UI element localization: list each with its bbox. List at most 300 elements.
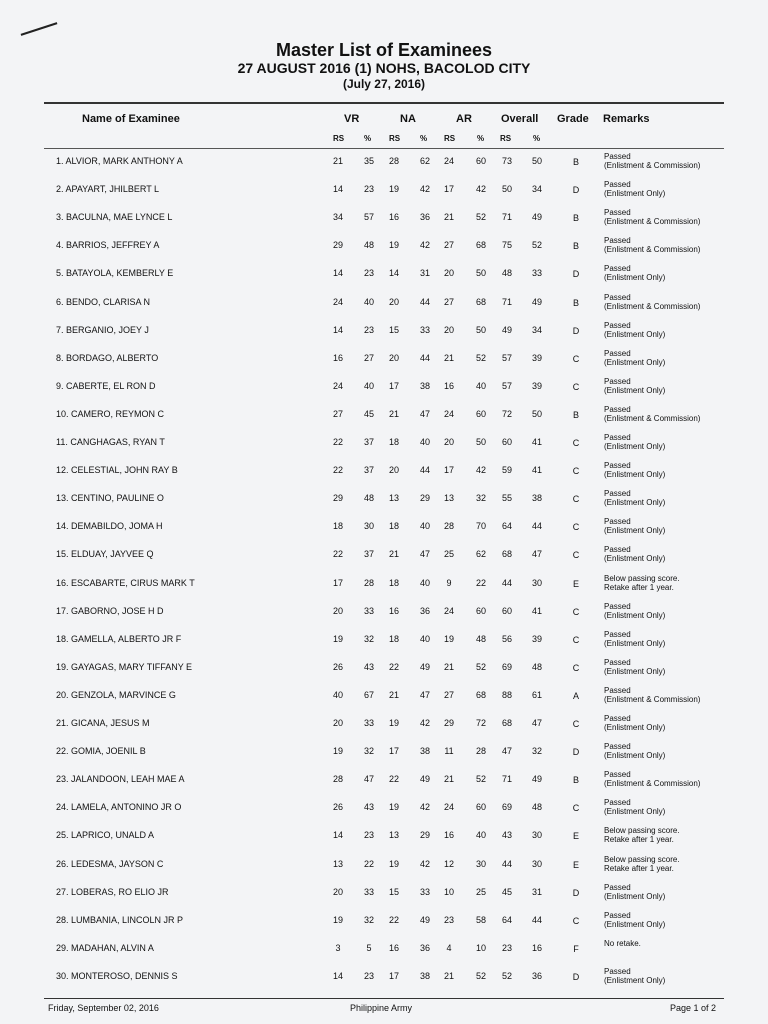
overall-rs-header: RS bbox=[500, 134, 512, 143]
grade-cell: C bbox=[572, 719, 580, 729]
score-vr-rs: 34 bbox=[332, 212, 343, 223]
score-ar-rs: 29 bbox=[443, 718, 454, 728]
score-ar-pct: 25 bbox=[475, 886, 486, 897]
score-ov-rs: 44 bbox=[501, 577, 512, 588]
score-ov-pct: 30 bbox=[531, 858, 542, 869]
score-ov-pct: 38 bbox=[531, 493, 542, 504]
score-vr-rs: 20 bbox=[332, 605, 343, 616]
score-vr-pct: 28 bbox=[363, 577, 374, 588]
score-ar-rs: 12 bbox=[443, 858, 454, 869]
score-vr-pct: 32 bbox=[363, 914, 374, 925]
score-ar-rs: 21 bbox=[443, 212, 454, 223]
table-row bbox=[0, 626, 768, 654]
score-vr-rs: 21 bbox=[332, 156, 343, 166]
score-na-pct: 29 bbox=[419, 830, 430, 841]
score-na-rs: 19 bbox=[388, 718, 399, 728]
table-row bbox=[0, 232, 768, 260]
grade-cell: C bbox=[572, 522, 580, 533]
score-na-rs: 15 bbox=[388, 886, 399, 897]
table-row bbox=[0, 710, 768, 738]
score-vr-rs: 24 bbox=[332, 380, 343, 391]
score-na-rs: 21 bbox=[388, 408, 399, 419]
score-na-rs: 28 bbox=[388, 156, 399, 166]
score-na-pct: 38 bbox=[419, 746, 430, 757]
score-na-rs: 18 bbox=[388, 437, 399, 447]
score-ar-rs: 24 bbox=[443, 408, 454, 419]
score-ar-pct: 72 bbox=[475, 718, 486, 728]
score-ov-pct: 44 bbox=[531, 914, 542, 925]
score-na-rs: 17 bbox=[388, 970, 399, 981]
grade-cell: E bbox=[572, 578, 579, 589]
examinee-name: 18. GAMELLA, ALBERTO JR F bbox=[56, 633, 182, 644]
score-vr-pct: 37 bbox=[363, 437, 374, 447]
score-na-rs: 19 bbox=[388, 184, 399, 195]
table-row bbox=[0, 766, 768, 794]
score-na-rs: 20 bbox=[388, 296, 399, 307]
table-row bbox=[0, 907, 768, 935]
score-ar-rs: 17 bbox=[443, 184, 454, 195]
score-ov-pct: 30 bbox=[531, 830, 542, 841]
score-ar-rs: 20 bbox=[443, 437, 454, 447]
score-ar-rs: 24 bbox=[443, 802, 454, 813]
table-row bbox=[0, 598, 768, 626]
score-ov-pct: 49 bbox=[531, 296, 542, 307]
score-ar-rs: 23 bbox=[443, 914, 454, 925]
score-ov-pct: 30 bbox=[531, 577, 542, 588]
grade-cell: F bbox=[573, 943, 579, 954]
examinee-name: 24. LAMELA, ANTONINO JR O bbox=[56, 802, 182, 813]
score-vr-rs: 19 bbox=[332, 746, 343, 757]
score-ov-pct: 47 bbox=[531, 718, 542, 728]
score-na-pct: 33 bbox=[419, 324, 430, 335]
remarks-cell: Passed (Enlistment & Commission) bbox=[604, 685, 701, 704]
score-ar-pct: 60 bbox=[475, 408, 486, 419]
score-na-pct: 31 bbox=[419, 268, 430, 279]
score-ov-pct: 52 bbox=[531, 240, 542, 251]
examinee-name: 9. CABERTE, EL RON D bbox=[56, 380, 156, 391]
page-subtitle: 27 AUGUST 2016 (1) NOHS, BACOLOD CITY bbox=[237, 60, 531, 76]
table-row bbox=[0, 822, 768, 850]
score-vr-pct: 23 bbox=[363, 970, 374, 981]
score-ov-rs: 47 bbox=[501, 746, 512, 757]
score-vr-pct: 30 bbox=[363, 521, 374, 532]
score-na-rs: 19 bbox=[388, 858, 399, 869]
score-ar-rs: 27 bbox=[443, 296, 454, 307]
grade-cell: C bbox=[572, 438, 580, 448]
header-rule bbox=[44, 102, 724, 104]
examinee-name: 11. CANGHAGAS, RYAN T bbox=[56, 437, 165, 447]
score-ov-rs: 71 bbox=[501, 296, 512, 307]
grade-cell: C bbox=[572, 915, 580, 926]
score-ov-pct: 34 bbox=[531, 184, 542, 195]
table-row bbox=[0, 373, 768, 401]
score-ar-rs: 16 bbox=[443, 830, 454, 841]
score-vr-pct: 43 bbox=[363, 802, 374, 813]
score-ov-rs: 49 bbox=[501, 324, 512, 335]
score-ar-rs: 21 bbox=[443, 661, 454, 672]
score-ar-rs: 24 bbox=[443, 156, 454, 166]
vr-pct-header: % bbox=[364, 134, 372, 143]
examinee-name: 16. ESCABARTE, CIRUS MARK T bbox=[56, 577, 195, 588]
score-vr-pct: 43 bbox=[363, 661, 374, 672]
examinee-name: 27. LOBERAS, RO ELIO JR bbox=[56, 886, 169, 897]
score-na-pct: 47 bbox=[419, 549, 430, 560]
score-vr-pct: 57 bbox=[363, 212, 374, 223]
score-ov-pct: 41 bbox=[531, 437, 542, 447]
score-ov-pct: 39 bbox=[531, 380, 542, 391]
remarks-cell: Passed (Enlistment Only) bbox=[604, 461, 666, 480]
vr-rs-header: RS bbox=[333, 134, 345, 143]
score-ar-rs: 11 bbox=[444, 746, 454, 757]
score-ov-pct: 49 bbox=[531, 774, 542, 785]
score-na-pct: 40 bbox=[419, 521, 430, 532]
remarks-cell: Passed (Enlistment Only) bbox=[604, 798, 666, 817]
score-ov-pct: 47 bbox=[531, 549, 542, 560]
score-na-rs: 17 bbox=[388, 380, 399, 391]
score-vr-rs: 20 bbox=[332, 886, 343, 897]
na-pct-header: % bbox=[420, 134, 428, 143]
score-ar-pct: 22 bbox=[475, 577, 486, 588]
score-vr-pct: 40 bbox=[363, 380, 374, 391]
score-na-pct: 33 bbox=[419, 886, 430, 897]
grade-cell: D bbox=[572, 971, 580, 982]
remarks-cell: Passed (Enlistment & Commission) bbox=[604, 770, 701, 789]
grade-cell: B bbox=[572, 409, 579, 420]
score-ov-pct: 41 bbox=[531, 605, 542, 616]
score-vr-rs: 28 bbox=[332, 774, 343, 785]
remarks-cell: Passed (Enlistment Only) bbox=[604, 629, 666, 648]
page-title: Master List of Examinees bbox=[275, 40, 493, 60]
score-vr-rs: 26 bbox=[332, 661, 343, 672]
score-na-rs: 14 bbox=[388, 268, 399, 279]
score-vr-rs: 29 bbox=[332, 240, 343, 251]
remarks-cell: Passed (Enlistment Only) bbox=[604, 742, 666, 761]
remarks-cell: Passed (Enlistment & Commission) bbox=[604, 292, 701, 311]
score-ov-pct: 31 bbox=[531, 886, 542, 897]
score-na-pct: 62 bbox=[419, 156, 430, 166]
ar-pct-header: % bbox=[477, 134, 485, 143]
score-ar-pct: 52 bbox=[475, 352, 486, 363]
score-ov-rs: 68 bbox=[501, 718, 512, 728]
score-ov-rs: 60 bbox=[501, 605, 512, 616]
score-ov-rs: 73 bbox=[501, 156, 512, 166]
examinee-name: 20. GENZOLA, MARVINCE G bbox=[56, 689, 176, 700]
score-ar-pct: 48 bbox=[475, 633, 486, 644]
score-ov-rs: 72 bbox=[501, 408, 512, 419]
score-ov-pct: 41 bbox=[531, 465, 542, 476]
score-ar-pct: 10 bbox=[475, 942, 486, 953]
score-ov-pct: 61 bbox=[531, 689, 542, 700]
score-ar-rs: 16 bbox=[443, 380, 454, 391]
score-vr-pct: 23 bbox=[363, 184, 374, 195]
score-vr-pct: 45 bbox=[363, 408, 374, 419]
score-vr-pct: 35 bbox=[363, 156, 374, 166]
score-ar-pct: 50 bbox=[475, 437, 486, 447]
score-ov-rs: 69 bbox=[501, 661, 512, 672]
col-ar-header: AR bbox=[456, 113, 472, 125]
examinee-name: 2. APAYART, JHILBERT L bbox=[56, 184, 160, 195]
score-na-pct: 40 bbox=[419, 437, 430, 447]
score-ar-pct: 70 bbox=[475, 521, 486, 532]
remarks-cell: No retake. bbox=[604, 938, 641, 948]
score-vr-pct: 33 bbox=[363, 718, 374, 728]
score-na-pct: 44 bbox=[419, 296, 430, 307]
score-ar-rs: 10 bbox=[443, 886, 454, 897]
score-na-pct: 42 bbox=[419, 184, 430, 195]
table-row bbox=[0, 570, 768, 598]
score-na-pct: 44 bbox=[419, 352, 430, 363]
examinee-name: 15. ELDUAY, JAYVEE Q bbox=[56, 549, 154, 560]
table-row bbox=[0, 401, 768, 429]
score-vr-rs: 24 bbox=[332, 296, 343, 307]
footer-rule bbox=[44, 998, 724, 999]
table-row bbox=[0, 794, 768, 822]
grade-cell: D bbox=[572, 887, 580, 898]
score-ar-pct: 50 bbox=[475, 324, 486, 335]
remarks-cell: Passed (Enlistment Only) bbox=[604, 376, 666, 395]
score-ar-pct: 30 bbox=[475, 858, 486, 869]
score-vr-rs: 17 bbox=[332, 577, 343, 588]
examinee-name: 29. MADAHAN, ALVIN A bbox=[56, 942, 154, 953]
col-vr-header: VR bbox=[344, 113, 360, 125]
score-ar-rs: 27 bbox=[443, 240, 454, 251]
score-ar-pct: 68 bbox=[475, 689, 486, 700]
score-vr-rs: 16 bbox=[332, 352, 343, 363]
score-na-pct: 36 bbox=[419, 605, 430, 616]
score-ar-pct: 52 bbox=[475, 970, 486, 981]
grade-cell: B bbox=[572, 297, 579, 308]
score-ov-pct: 36 bbox=[531, 970, 542, 981]
score-ar-pct: 52 bbox=[475, 212, 486, 223]
score-ov-pct: 48 bbox=[531, 802, 542, 813]
score-na-pct: 38 bbox=[419, 380, 430, 391]
score-na-pct: 47 bbox=[419, 408, 430, 419]
score-ar-rs: 19 bbox=[443, 633, 454, 644]
examinee-name: 21. GICANA, JESUS M bbox=[56, 718, 150, 728]
remarks-cell: Passed (Enlistment Only) bbox=[604, 517, 666, 536]
score-ar-rs: 17 bbox=[443, 465, 454, 476]
score-na-pct: 36 bbox=[419, 212, 430, 223]
remarks-cell: Passed (Enlistment Only) bbox=[604, 489, 666, 508]
score-na-rs: 16 bbox=[388, 942, 399, 953]
score-vr-rs: 3 bbox=[335, 942, 341, 953]
grade-cell: B bbox=[572, 241, 579, 252]
score-vr-pct: 47 bbox=[363, 774, 374, 785]
table-row bbox=[0, 204, 768, 232]
score-ar-rs: 20 bbox=[443, 268, 454, 279]
score-ov-rs: 52 bbox=[501, 970, 512, 981]
score-vr-pct: 27 bbox=[363, 352, 374, 363]
score-vr-pct: 48 bbox=[363, 240, 374, 251]
score-ar-pct: 32 bbox=[475, 493, 486, 504]
col-grade-header: Grade bbox=[557, 113, 589, 125]
grade-cell: C bbox=[572, 803, 580, 814]
remarks-cell: Passed (Enlistment Only) bbox=[604, 433, 666, 451]
remarks-cell: Passed (Enlistment & Commission) bbox=[604, 404, 701, 423]
score-ov-rs: 44 bbox=[501, 858, 512, 869]
score-na-rs: 15 bbox=[388, 324, 399, 335]
col-na-header: NA bbox=[400, 113, 416, 125]
score-na-rs: 22 bbox=[388, 661, 399, 672]
examinee-name: 7. BERGANIO, JOEY J bbox=[56, 324, 149, 335]
score-ar-rs: 25 bbox=[443, 549, 454, 560]
score-na-pct: 44 bbox=[419, 465, 430, 476]
remarks-cell: Passed (Enlistment Only) bbox=[604, 966, 666, 985]
score-ov-rs: 60 bbox=[501, 437, 512, 447]
na-rs-header: RS bbox=[389, 134, 401, 143]
score-ar-pct: 40 bbox=[475, 380, 486, 391]
score-ov-pct: 50 bbox=[531, 156, 542, 166]
grade-cell: C bbox=[572, 466, 580, 477]
table-row bbox=[0, 963, 768, 991]
score-vr-pct: 23 bbox=[363, 268, 374, 279]
score-vr-rs: 27 bbox=[332, 408, 343, 419]
examinee-name: 19. GAYAGAS, MARY TIFFANY E bbox=[56, 661, 193, 672]
score-na-pct: 42 bbox=[419, 718, 430, 728]
table-row bbox=[0, 879, 768, 907]
score-vr-pct: 48 bbox=[363, 493, 374, 504]
score-na-rs: 16 bbox=[388, 212, 399, 223]
score-na-rs: 19 bbox=[388, 240, 399, 251]
score-ar-pct: 40 bbox=[475, 830, 486, 841]
remarks-cell: Passed (Enlistment Only) bbox=[604, 348, 666, 367]
score-vr-pct: 32 bbox=[363, 633, 374, 644]
score-vr-rs: 40 bbox=[332, 689, 343, 700]
score-ov-pct: 50 bbox=[531, 408, 542, 419]
score-ov-rs: 69 bbox=[501, 802, 512, 813]
footer-org: Philippine Army bbox=[350, 1003, 413, 1013]
table-row bbox=[0, 457, 768, 485]
score-ar-pct: 42 bbox=[475, 184, 486, 195]
score-vr-rs: 22 bbox=[332, 549, 343, 560]
remarks-cell: Below passing score. Retake after 1 year. bbox=[604, 573, 680, 592]
table-row bbox=[0, 513, 768, 541]
score-ov-rs: 68 bbox=[501, 549, 512, 560]
score-ov-pct: 34 bbox=[531, 324, 542, 335]
score-vr-pct: 5 bbox=[366, 942, 372, 953]
score-vr-pct: 22 bbox=[363, 858, 374, 869]
score-vr-rs: 14 bbox=[332, 970, 343, 981]
remarks-cell: Passed (Enlistment Only) bbox=[604, 882, 666, 901]
score-ar-rs: 27 bbox=[443, 689, 454, 700]
score-na-rs: 13 bbox=[388, 493, 399, 504]
score-vr-rs: 18 bbox=[332, 521, 343, 532]
score-ar-pct: 28 bbox=[475, 746, 486, 757]
grade-cell: C bbox=[572, 494, 580, 505]
score-ov-pct: 39 bbox=[531, 633, 542, 644]
score-ar-rs: 21 bbox=[443, 352, 454, 363]
score-ov-rs: 75 bbox=[501, 240, 512, 251]
examinee-name: 25. LAPRICO, UNALD A bbox=[56, 830, 155, 841]
grade-cell: B bbox=[572, 213, 579, 224]
score-vr-pct: 37 bbox=[363, 465, 374, 476]
score-ar-rs: 9 bbox=[446, 577, 452, 588]
examinee-name: 1. ALVIOR, MARK ANTHONY A bbox=[56, 156, 183, 166]
remarks-cell: Passed (Enlistment Only) bbox=[604, 264, 666, 283]
examinee-name: 17. GABORNO, JOSE H D bbox=[56, 605, 164, 616]
table-row bbox=[0, 345, 768, 373]
score-ov-rs: 59 bbox=[501, 465, 512, 476]
table-row bbox=[0, 935, 768, 963]
page-date-note: (July 27, 2016) bbox=[342, 77, 426, 91]
score-vr-pct: 33 bbox=[363, 605, 374, 616]
table-row bbox=[0, 738, 768, 766]
score-ov-rs: 64 bbox=[501, 521, 512, 532]
grade-cell: C bbox=[572, 606, 580, 617]
examinee-name: 30. MONTEROSO, DENNIS S bbox=[56, 970, 178, 981]
grade-cell: D bbox=[572, 747, 580, 758]
table-row bbox=[0, 176, 768, 204]
score-ov-pct: 44 bbox=[531, 521, 542, 532]
examinee-name: 28. LUMBANIA, LINCOLN JR P bbox=[56, 914, 184, 925]
grade-cell: C bbox=[572, 381, 580, 392]
score-na-rs: 20 bbox=[388, 352, 399, 363]
score-na-pct: 42 bbox=[419, 802, 430, 813]
score-ar-rs: 28 bbox=[443, 521, 454, 532]
score-na-rs: 21 bbox=[388, 689, 399, 700]
score-na-pct: 47 bbox=[419, 689, 430, 700]
score-na-rs: 16 bbox=[388, 605, 399, 616]
score-ar-pct: 60 bbox=[475, 802, 486, 813]
score-ov-rs: 50 bbox=[501, 184, 512, 195]
score-ov-rs: 48 bbox=[501, 268, 512, 279]
score-vr-rs: 29 bbox=[332, 493, 343, 504]
overall-pct-header: % bbox=[533, 134, 541, 143]
grade-cell: D bbox=[572, 325, 580, 336]
score-na-rs: 18 bbox=[388, 633, 399, 644]
table-row bbox=[0, 260, 768, 288]
score-ov-pct: 16 bbox=[531, 942, 542, 953]
score-ar-pct: 52 bbox=[475, 661, 486, 672]
grade-cell: D bbox=[572, 185, 580, 196]
score-na-rs: 22 bbox=[388, 774, 399, 785]
score-vr-rs: 19 bbox=[332, 633, 343, 644]
table-row bbox=[0, 429, 768, 457]
score-na-pct: 40 bbox=[419, 577, 430, 588]
examinee-name: 26. LEDESMA, JAYSON C bbox=[56, 858, 164, 869]
score-vr-pct: 23 bbox=[363, 830, 374, 841]
examinee-name: 12. CELESTIAL, JOHN RAY B bbox=[56, 465, 178, 476]
score-vr-rs: 22 bbox=[332, 465, 343, 476]
grade-cell: C bbox=[572, 550, 580, 561]
grade-cell: C bbox=[572, 353, 580, 364]
examinee-name: 8. BORDAGO, ALBERTO bbox=[56, 352, 159, 363]
score-na-pct: 29 bbox=[419, 493, 430, 504]
score-ov-rs: 57 bbox=[501, 380, 512, 391]
remarks-cell: Passed (Enlistment Only) bbox=[604, 714, 666, 732]
remarks-cell: Passed (Enlistment Only) bbox=[604, 320, 666, 339]
score-ov-rs: 64 bbox=[501, 914, 512, 925]
score-ar-rs: 21 bbox=[443, 774, 454, 785]
score-na-rs: 22 bbox=[388, 914, 399, 925]
examinee-name: 6. BENDO, CLARISA N bbox=[56, 296, 151, 307]
score-ar-rs: 20 bbox=[443, 324, 454, 335]
remarks-cell: Passed (Enlistment & Commission) bbox=[604, 236, 701, 255]
score-ar-pct: 60 bbox=[475, 605, 486, 616]
score-na-rs: 19 bbox=[388, 802, 399, 813]
remarks-cell: Passed (Enlistment Only) bbox=[604, 657, 666, 676]
score-ov-rs: 71 bbox=[501, 212, 512, 223]
score-ov-pct: 49 bbox=[531, 212, 542, 223]
score-na-pct: 38 bbox=[419, 970, 430, 981]
grade-cell: C bbox=[572, 634, 580, 645]
grade-cell: B bbox=[572, 775, 579, 786]
score-na-rs: 17 bbox=[388, 746, 399, 757]
score-ov-pct: 39 bbox=[531, 352, 542, 363]
table-row bbox=[0, 541, 768, 569]
score-ov-pct: 32 bbox=[531, 746, 542, 757]
score-ov-rs: 88 bbox=[501, 689, 512, 700]
